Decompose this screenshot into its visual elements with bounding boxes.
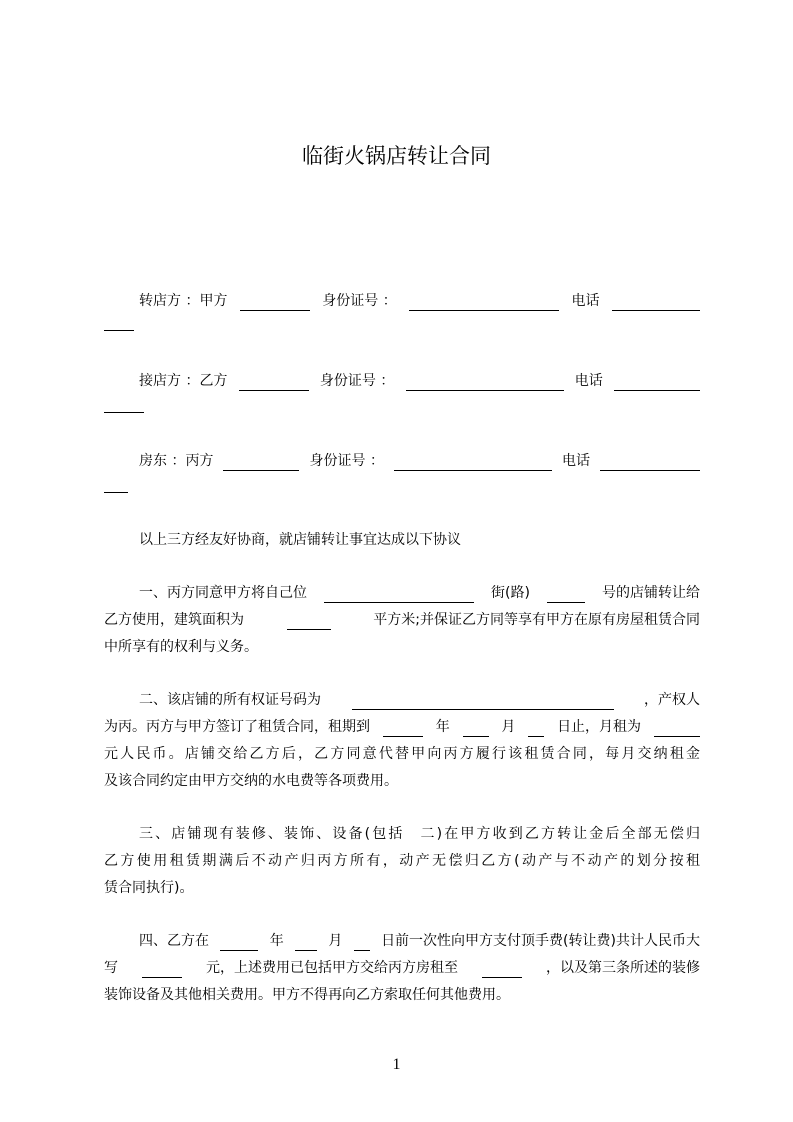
transferor-role: 转店方 [139,293,181,309]
clause4-year-blank[interactable] [220,936,258,951]
clause1-area-blank[interactable] [287,615,331,630]
landlord-phone-blank[interactable] [600,456,700,471]
clause2-rent-blank[interactable] [654,722,700,737]
transferor-id-label: 身份证号 ： [322,293,397,309]
transferor-id-blank[interactable] [409,296,559,311]
clause4-day-blank[interactable] [354,936,370,951]
transferor-phone-blank-cont [104,330,134,331]
clause2-day-blank[interactable] [528,722,544,737]
landlord-id-label: 身份证号 ： [309,453,384,469]
landlord-line: 房东 ：丙方 身份证号 ： 电话 [139,451,700,471]
clause2-line4: 及该合同约定由甲方交纳的水电费等各项费用。 [104,773,398,789]
clause2-line1: 二、该店铺的所有权证号码为 ，产权人 [139,692,700,708]
landlord-party: 丙方 [185,453,214,469]
clause2-year-blank[interactable] [383,722,423,737]
clause4-amount-blank[interactable] [142,963,182,978]
clause4-line2: 写 元，上述费用已包括甲方交给丙方房租至 ，以及第三条所述的装修 [104,960,700,976]
document-title: 临街火锅店转让合同 [302,144,491,168]
transferor-phone-label: 电话 [571,293,600,309]
clause1-line3: 中所享有的权利与义务。 [104,639,258,655]
clause1-street-blank[interactable] [324,588,474,603]
landlord-role: 房东 [139,453,167,469]
transferee-party: 乙方 [199,373,228,389]
clause2-line2: 为丙。丙方与甲方签订了租赁合同，租期到 年 月 日止，月租为 [104,717,700,737]
transferee-line: 接店方 ：乙方 身份证号 ： 电话 [139,371,700,391]
transferee-phone-label: 电话 [574,373,603,389]
clause4-rent-until-blank[interactable] [482,963,522,978]
transferor-line: 转店方 ：甲方 身份证号 ： 电话 [139,291,700,311]
clause2-line3: 元人民币。店铺交给乙方后，乙方同意代替甲向丙方履行该租赁合同，每月交纳租金 [104,746,700,762]
clause4-line3: 装饰设备及其他相关费用。甲方不得再向乙方索取任何其他费用。 [104,987,510,1003]
transferor-party: 甲方 [199,293,228,309]
transferee-phone-blank[interactable] [614,376,700,391]
clause1-line1: 一、丙方同意甲方将自己位 街(路) 号的店铺转让给 [139,585,700,601]
transferee-phone-blank-cont [104,412,144,413]
transferee-name-blank[interactable] [239,376,309,391]
clause1-line2: 乙方使用，建筑面积为 平方米;并保证乙方同等享有甲方在原有房屋租赁合同 [104,612,700,628]
clause3-line1: 三、店铺现有装修、装饰、设备(包括 二)在甲方收到乙方转让金后全部无偿归 [139,826,700,842]
clause3-line3: 赁合同执行)。 [104,880,194,896]
transferee-id-label: 身份证号 ： [319,373,395,389]
transferor-phone-blank[interactable] [612,296,700,311]
clause2-certificate-blank[interactable] [352,695,614,710]
transferor-name-blank[interactable] [240,296,310,311]
clause2-month-blank[interactable] [463,722,489,737]
clause4-line1: 四、乙方在 年 月 日前一次性向甲方支付顶手费(转让费)共计人民币大 [139,933,700,949]
clause1-number-blank[interactable] [547,588,585,603]
landlord-id-blank[interactable] [394,456,552,471]
transferee-id-blank[interactable] [406,376,564,391]
landlord-name-blank[interactable] [223,456,299,471]
page-number: 1 [392,1056,401,1073]
clause3-line2: 乙方使用租赁期满后不动产归丙方所有，动产无偿归乙方(动产与不动产的划分按租 [104,853,700,869]
landlord-phone-blank-cont [104,492,128,493]
landlord-phone-label: 电话 [561,453,590,469]
intro-paragraph: 以上三方经友好协商，就店铺转让事宜达成以下协议 [139,532,461,548]
clause4-month-blank[interactable] [295,936,317,951]
transferee-role: 接店方 [139,373,181,389]
